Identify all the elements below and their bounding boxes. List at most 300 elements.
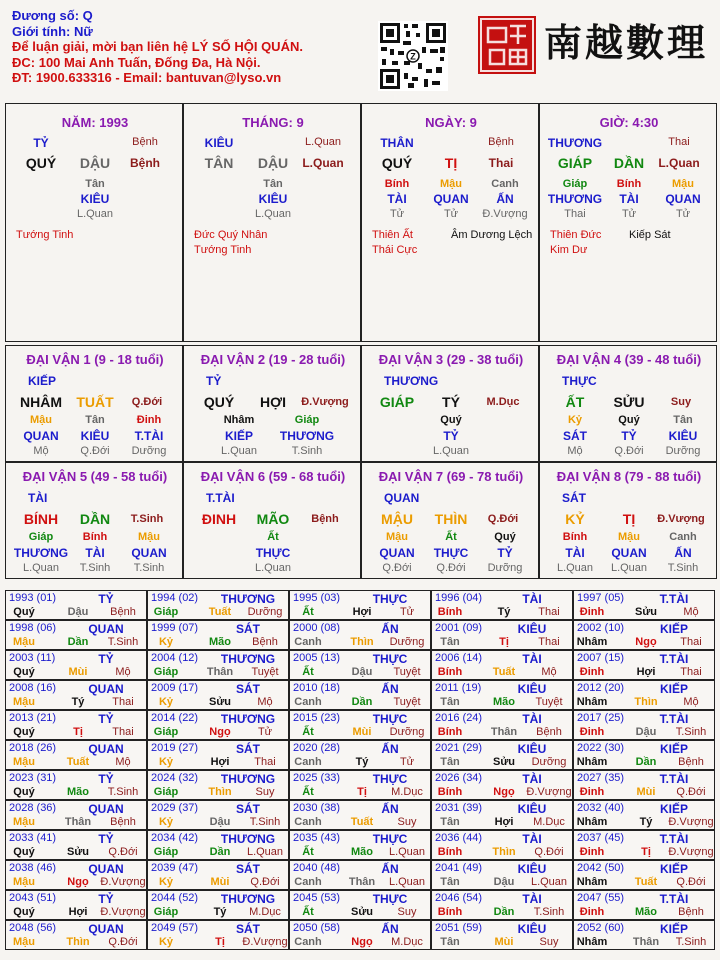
year-life-state: Bệnh bbox=[678, 756, 704, 768]
hidden-stem: Bính bbox=[616, 178, 642, 190]
year-life-state: Suy bbox=[397, 906, 417, 918]
year-branch: Dần bbox=[351, 696, 373, 708]
year-branch: Mùi bbox=[494, 936, 514, 948]
year-cell bbox=[147, 740, 289, 770]
year-stem: Canh bbox=[294, 936, 322, 948]
luck-hidden-ten-god: TÀI bbox=[85, 546, 105, 560]
year-label: 2009 (17) bbox=[151, 682, 199, 694]
year-branch: Hợi bbox=[352, 606, 372, 618]
luck-hidden-ten-god: TỶ bbox=[497, 546, 513, 560]
gender: Giới tính: Nữ bbox=[12, 23, 93, 39]
luck-stem: QUÝ bbox=[203, 394, 235, 410]
year-stem: Đinh bbox=[579, 726, 605, 738]
year-label: 2052 (60) bbox=[577, 922, 625, 934]
year-stem: Giáp bbox=[153, 726, 179, 738]
year-branch: Thân bbox=[348, 876, 376, 888]
year-life-state: Suy bbox=[255, 786, 275, 798]
pillar-branch: DẬU bbox=[257, 155, 289, 171]
year-label: 2050 (58) bbox=[293, 922, 341, 934]
year-cell bbox=[573, 650, 715, 680]
year-stem: Đinh bbox=[579, 606, 605, 618]
luck-ten-god: TỶ bbox=[206, 374, 222, 388]
luck-hidden-stem: Ất bbox=[445, 531, 457, 543]
luck-hidden-ten-god: QUAN bbox=[23, 429, 59, 443]
hidden-ten-god: ẤN bbox=[496, 192, 514, 206]
year-branch: Tị bbox=[357, 786, 367, 798]
luck-hidden-state: T.Sinh bbox=[79, 562, 111, 574]
year-life-state: T.Sinh bbox=[107, 636, 139, 648]
luck-hidden-state: Mộ bbox=[33, 445, 49, 457]
year-cell bbox=[147, 590, 289, 620]
luck-hidden-state: Dưỡng bbox=[487, 562, 523, 574]
year-label: 2043 (51) bbox=[9, 892, 57, 904]
luck-hidden-ten-god: THỰC bbox=[433, 546, 469, 560]
year-stem: Canh bbox=[294, 636, 322, 648]
year-branch: Mão bbox=[351, 846, 373, 858]
hidden-life-state: Tử bbox=[443, 208, 459, 220]
year-label: 2022 (30) bbox=[577, 742, 625, 754]
year-ten-god: T.TÀI bbox=[659, 652, 689, 666]
year-ten-god: THỰC bbox=[372, 712, 408, 726]
year-ten-god: ẤN bbox=[381, 622, 399, 636]
luck-pillar-box bbox=[361, 462, 539, 579]
luck-branch: DẦN bbox=[79, 511, 111, 527]
year-ten-god: SÁT bbox=[236, 862, 260, 876]
year-stem: Nhâm bbox=[576, 816, 608, 828]
luck-title: ĐẠI VẬN 7 (69 - 78 tuổi) bbox=[378, 469, 524, 484]
year-ten-god: TÀI bbox=[522, 772, 542, 786]
year-life-state: Mộ bbox=[257, 696, 273, 708]
year-cell bbox=[573, 770, 715, 800]
hidden-ten-god: KIÊU bbox=[258, 192, 288, 206]
luck-hidden-state: L.Quan bbox=[254, 562, 292, 574]
year-cell bbox=[147, 620, 289, 650]
contact-line: Để luận giải, mời bạn liên hệ LÝ SỐ HỘI QUÁN. bbox=[12, 39, 303, 54]
luck-stem: ẤT bbox=[565, 394, 585, 410]
luck-hidden-stem: Mậu bbox=[30, 414, 52, 426]
year-cell bbox=[147, 800, 289, 830]
luck-hidden-stem: Mậu bbox=[618, 531, 640, 543]
year-label: 1993 (01) bbox=[9, 592, 57, 604]
year-ten-god: SÁT bbox=[236, 742, 260, 756]
year-cell bbox=[431, 710, 573, 740]
luck-hidden-stem: Nhâm bbox=[223, 414, 255, 426]
year-branch: Thìn bbox=[350, 636, 374, 648]
year-ten-god: THỰC bbox=[372, 772, 408, 786]
year-label: 2027 (35) bbox=[577, 772, 625, 784]
year-branch: Tý bbox=[355, 756, 369, 768]
year-life-state: Tuyệt bbox=[393, 666, 421, 678]
year-cell bbox=[431, 860, 573, 890]
svg-text:Z: Z bbox=[410, 51, 416, 62]
year-stem: Đinh bbox=[579, 846, 605, 858]
year-branch: Dậu bbox=[209, 816, 231, 828]
luck-hidden-stem: Tân bbox=[85, 414, 105, 426]
year-life-state: Thai bbox=[112, 726, 134, 738]
year-branch: Thân bbox=[632, 936, 660, 948]
year-stem: Nhâm bbox=[576, 636, 608, 648]
year-life-state: Đ.Vượng bbox=[668, 816, 714, 828]
pillar-box bbox=[361, 103, 539, 342]
pillar-stem: QUÝ bbox=[381, 155, 413, 171]
logo-text: 南越數理 bbox=[544, 20, 709, 65]
luck-hidden-ten-god: TỶ bbox=[621, 429, 637, 443]
year-stem: Đinh bbox=[579, 666, 605, 678]
year-cell bbox=[431, 800, 573, 830]
year-stem: Kỷ bbox=[158, 936, 174, 948]
year-cell bbox=[431, 830, 573, 860]
pillar-life-state: L.Quan bbox=[658, 156, 700, 170]
year-stem: Quý bbox=[13, 786, 35, 798]
year-stem: Canh bbox=[294, 876, 322, 888]
year-ten-god: KIÊU bbox=[517, 742, 547, 756]
year-cell bbox=[5, 890, 147, 920]
hidden-stem: Mậu bbox=[440, 178, 462, 190]
luck-life-state: Đ.Vượng bbox=[301, 396, 349, 408]
year-stem: Kỷ bbox=[158, 636, 174, 648]
year-life-state: Thai bbox=[538, 636, 560, 648]
year-label: 2021 (29) bbox=[435, 742, 483, 754]
luck-hidden-state: Q.Đới bbox=[436, 562, 466, 574]
year-stem: Quý bbox=[13, 606, 35, 618]
year-ten-god: THƯƠNG bbox=[220, 712, 276, 726]
year-life-state: Q.Đới bbox=[676, 876, 706, 888]
year-stem: Nhâm bbox=[576, 696, 608, 708]
year-life-state: Dưỡng bbox=[389, 636, 425, 648]
hidden-stem: Mậu bbox=[672, 178, 694, 190]
pillar-top-state: Bệnh bbox=[488, 136, 514, 148]
year-life-state: Tử bbox=[399, 606, 415, 618]
year-label: 2029 (37) bbox=[151, 802, 199, 814]
year-cell bbox=[431, 740, 573, 770]
luck-hidden-stem: Giáp bbox=[28, 531, 54, 543]
luck-hidden-state: L.Quan bbox=[610, 562, 648, 574]
year-label: 2033 (41) bbox=[9, 832, 57, 844]
year-ten-god: TỶ bbox=[98, 832, 114, 846]
year-branch: Tị bbox=[215, 936, 225, 948]
year-ten-god: KIẾP bbox=[659, 922, 689, 936]
luck-ten-god: SÁT bbox=[562, 491, 586, 505]
year-cell bbox=[5, 590, 147, 620]
year-ten-god: TÀI bbox=[522, 712, 542, 726]
year-label: 2014 (22) bbox=[151, 712, 199, 724]
year-cell bbox=[5, 620, 147, 650]
year-ten-god: THỰC bbox=[372, 832, 408, 846]
luck-life-state: Q.Đới bbox=[487, 513, 519, 525]
year-branch: Tý bbox=[71, 696, 85, 708]
luck-stem: ĐINH bbox=[201, 511, 237, 527]
year-branch: Ngọ bbox=[67, 876, 89, 888]
year-label: 1997 (05) bbox=[577, 592, 625, 604]
year-label: 2042 (50) bbox=[577, 862, 625, 874]
luck-hidden-ten-god: TỶ bbox=[443, 429, 459, 443]
year-branch: Hợi bbox=[636, 666, 656, 678]
year-stem: Quý bbox=[13, 846, 35, 858]
year-stem: Ất bbox=[302, 906, 314, 918]
year-stem: Giáp bbox=[153, 606, 179, 618]
year-life-state: M.Dục bbox=[391, 936, 423, 948]
luck-pillar-box bbox=[5, 462, 183, 579]
year-life-state: Thai bbox=[538, 606, 560, 618]
year-cell bbox=[147, 860, 289, 890]
year-life-state: Mộ bbox=[541, 666, 557, 678]
year-cell bbox=[573, 740, 715, 770]
year-life-state: Tử bbox=[257, 726, 273, 738]
year-ten-god: TỶ bbox=[98, 772, 114, 786]
year-branch: Dậu bbox=[67, 606, 89, 618]
luck-hidden-state: Mộ bbox=[567, 445, 583, 457]
year-cell bbox=[147, 680, 289, 710]
year-branch: Tị bbox=[499, 636, 509, 648]
luck-branch: MÃO bbox=[256, 511, 290, 527]
year-label: 2004 (12) bbox=[151, 652, 199, 664]
pillar-title: NĂM: 1993 bbox=[61, 115, 129, 130]
pillar-ten-god: THƯƠNG bbox=[547, 136, 603, 150]
year-label: 2007 (15) bbox=[577, 652, 625, 664]
year-life-state: Bệnh bbox=[110, 606, 136, 618]
year-branch: Tý bbox=[213, 906, 227, 918]
luck-stem: KỶ bbox=[565, 511, 585, 527]
year-cell bbox=[289, 650, 431, 680]
year-label: 1996 (04) bbox=[435, 592, 483, 604]
year-label: 2028 (36) bbox=[9, 802, 57, 814]
year-branch: Dậu bbox=[493, 876, 515, 888]
year-cell bbox=[431, 680, 573, 710]
luck-hidden-state: L.Quan bbox=[220, 445, 258, 457]
luck-ten-god: KIẾP bbox=[28, 374, 57, 388]
year-life-state: Đ.Vượng bbox=[100, 906, 146, 918]
year-label: 2047 (55) bbox=[577, 892, 625, 904]
hidden-life-state: Tử bbox=[389, 208, 405, 220]
luck-pillar-box bbox=[539, 462, 717, 579]
year-stem: Tân bbox=[440, 816, 460, 828]
year-label: 2035 (43) bbox=[293, 832, 341, 844]
year-cell bbox=[431, 620, 573, 650]
year-life-state: Thai bbox=[680, 666, 702, 678]
year-branch: Tị bbox=[641, 846, 651, 858]
hidden-stem: Tân bbox=[263, 178, 283, 190]
year-cell bbox=[431, 770, 573, 800]
year-label: 2005 (13) bbox=[293, 652, 341, 664]
year-branch: Mùi bbox=[352, 726, 372, 738]
year-stem: Bính bbox=[437, 606, 463, 618]
pillar-branch: DẦN bbox=[613, 155, 645, 171]
pillar-top-state: Bệnh bbox=[132, 136, 158, 148]
year-stem: Kỷ bbox=[158, 756, 174, 768]
year-label: 2008 (16) bbox=[9, 682, 57, 694]
year-cell bbox=[573, 920, 715, 950]
year-life-state: Thai bbox=[112, 696, 134, 708]
year-ten-god: T.TÀI bbox=[659, 832, 689, 846]
luck-hidden-stem: Bính bbox=[82, 531, 108, 543]
luck-branch: TÝ bbox=[442, 394, 460, 410]
year-cell bbox=[573, 830, 715, 860]
year-branch: Sửu bbox=[634, 606, 658, 618]
year-branch: Dậu bbox=[351, 666, 373, 678]
year-ten-god: KIÊU bbox=[517, 922, 547, 936]
year-ten-god: TỶ bbox=[98, 652, 114, 666]
year-stem: Giáp bbox=[153, 906, 179, 918]
year-life-state: Dưỡng bbox=[389, 726, 425, 738]
year-branch: Tý bbox=[639, 816, 653, 828]
luck-hidden-stem: Canh bbox=[669, 531, 697, 543]
owner-name: Đương số: Q bbox=[12, 8, 93, 23]
year-ten-god: SÁT bbox=[236, 802, 260, 816]
pillar-branch: TỊ bbox=[444, 155, 458, 171]
luck-stem: GIÁP bbox=[379, 394, 415, 410]
luck-branch: HỢI bbox=[260, 394, 286, 410]
luck-life-state: T.Sinh bbox=[130, 513, 164, 525]
seal-icon bbox=[478, 16, 536, 74]
year-label: 2010 (18) bbox=[293, 682, 341, 694]
year-label: 1994 (02) bbox=[151, 592, 199, 604]
hidden-life-state: L.Quan bbox=[76, 208, 114, 220]
luck-hidden-state: T.Sinh bbox=[291, 445, 323, 457]
pillar-top-state: L.Quan bbox=[304, 136, 342, 148]
year-branch: Dần bbox=[493, 906, 515, 918]
year-stem: Nhâm bbox=[576, 936, 608, 948]
year-label: 2013 (21) bbox=[9, 712, 57, 724]
luck-ten-god: TÀI bbox=[28, 491, 48, 505]
year-life-state: Bệnh bbox=[110, 816, 136, 828]
year-stem: Ất bbox=[302, 606, 314, 618]
year-stem: Quý bbox=[13, 726, 35, 738]
year-ten-god: THỰC bbox=[372, 652, 408, 666]
hidden-ten-god: QUAN bbox=[665, 192, 701, 206]
year-branch: Mão bbox=[67, 786, 89, 798]
year-branch: Dần bbox=[67, 636, 89, 648]
luck-hidden-stem: Đinh bbox=[136, 414, 162, 426]
year-ten-god: ẤN bbox=[381, 862, 399, 876]
year-life-state: Dưỡng bbox=[247, 606, 283, 618]
header-info bbox=[12, 8, 303, 86]
year-life-state: Bệnh bbox=[678, 906, 704, 918]
year-branch: Hợi bbox=[210, 756, 230, 768]
year-cell bbox=[5, 710, 147, 740]
luck-ten-god: T.TÀI bbox=[206, 491, 235, 505]
pillar-box bbox=[183, 103, 361, 342]
year-stem: Bính bbox=[437, 786, 463, 798]
pillar-stem: GIÁP bbox=[557, 155, 593, 171]
year-ten-god: ẤN bbox=[381, 802, 399, 816]
star-label: Kiếp Sát bbox=[629, 229, 671, 241]
luck-hidden-stem: Ất bbox=[267, 531, 279, 543]
pillar-box bbox=[539, 103, 717, 342]
year-label: 2038 (46) bbox=[9, 862, 57, 874]
star-label: Kim Dư bbox=[550, 244, 588, 256]
year-cell bbox=[147, 920, 289, 950]
year-branch: Tuất bbox=[66, 756, 90, 768]
year-ten-god: KIẾP bbox=[659, 802, 689, 816]
year-cell bbox=[289, 920, 431, 950]
hidden-stem: Canh bbox=[491, 178, 519, 190]
star-label: Thái Cực bbox=[372, 244, 418, 256]
luck-hidden-stem: Quý bbox=[440, 414, 462, 426]
luck-hidden-ten-god: THƯƠNG bbox=[13, 546, 69, 560]
year-life-state: Dưỡng bbox=[531, 756, 567, 768]
year-ten-god: THƯƠNG bbox=[220, 772, 276, 786]
luck-hidden-state: Dưỡng bbox=[665, 445, 701, 457]
year-cell bbox=[5, 650, 147, 680]
year-ten-god: T.TÀI bbox=[659, 772, 689, 786]
year-stem: Mậu bbox=[13, 696, 35, 708]
year-label: 2024 (32) bbox=[151, 772, 199, 784]
year-stem: Quý bbox=[13, 906, 35, 918]
year-stem: Giáp bbox=[153, 666, 179, 678]
year-label: 2002 (10) bbox=[577, 622, 625, 634]
year-ten-god: TÀI bbox=[522, 652, 542, 666]
year-ten-god: TỶ bbox=[98, 892, 114, 906]
year-label: 2048 (56) bbox=[9, 922, 57, 934]
year-life-state: Q.Đới bbox=[534, 846, 564, 858]
year-label: 2015 (23) bbox=[293, 712, 341, 724]
year-cell bbox=[431, 920, 573, 950]
year-label: 2016 (24) bbox=[435, 712, 483, 724]
luck-branch: SỬU bbox=[613, 394, 645, 410]
year-ten-god: KIẾP bbox=[659, 622, 689, 636]
luck-hidden-state: T.Sinh bbox=[133, 562, 165, 574]
year-stem: Tân bbox=[440, 876, 460, 888]
year-ten-god: T.TÀI bbox=[659, 892, 689, 906]
year-life-state: Đ.Vượng bbox=[526, 786, 572, 798]
year-life-state: Mộ bbox=[115, 756, 131, 768]
year-cell bbox=[289, 890, 431, 920]
luck-hidden-stem: Bính bbox=[562, 531, 588, 543]
year-branch: Dần bbox=[209, 846, 231, 858]
year-ten-god: QUAN bbox=[88, 922, 124, 936]
year-cell bbox=[147, 830, 289, 860]
year-stem: Ất bbox=[302, 786, 314, 798]
year-ten-god: QUAN bbox=[88, 802, 124, 816]
year-branch: Mão bbox=[635, 906, 657, 918]
luck-title: ĐẠI VẬN 5 (49 - 58 tuổi) bbox=[22, 469, 168, 484]
year-label: 2006 (14) bbox=[435, 652, 483, 664]
year-stem: Đinh bbox=[579, 786, 605, 798]
year-stem: Bính bbox=[437, 666, 463, 678]
luck-hidden-state: Q.Đới bbox=[80, 445, 110, 457]
year-ten-god: THƯƠNG bbox=[220, 892, 276, 906]
year-ten-god: SÁT bbox=[236, 622, 260, 636]
year-cell bbox=[573, 710, 715, 740]
luck-title: ĐẠI VẬN 4 (39 - 48 tuổi) bbox=[556, 352, 702, 367]
year-ten-god: KIẾP bbox=[659, 742, 689, 756]
year-life-state: Bệnh bbox=[536, 726, 562, 738]
year-ten-god: THƯƠNG bbox=[220, 652, 276, 666]
luck-hidden-state: L.Quan bbox=[556, 562, 594, 574]
year-label: 2051 (59) bbox=[435, 922, 483, 934]
hidden-ten-god: TÀI bbox=[619, 192, 639, 206]
year-label: 2023 (31) bbox=[9, 772, 57, 784]
year-label: 2037 (45) bbox=[577, 832, 625, 844]
luck-branch: THÌN bbox=[434, 511, 468, 527]
year-label: 2001 (09) bbox=[435, 622, 483, 634]
luck-hidden-stem: Kỷ bbox=[567, 414, 583, 426]
luck-hidden-state: Q.Đới bbox=[382, 562, 412, 574]
year-cell bbox=[431, 590, 573, 620]
year-life-state: Tuyệt bbox=[535, 696, 563, 708]
year-life-state: Thai bbox=[254, 756, 276, 768]
year-branch: Hợi bbox=[494, 816, 514, 828]
year-label: 2003 (11) bbox=[9, 652, 56, 664]
year-stem: Bính bbox=[437, 846, 463, 858]
year-cell bbox=[147, 890, 289, 920]
year-stem: Nhâm bbox=[576, 876, 608, 888]
star-label: Đức Quý Nhân bbox=[194, 229, 268, 241]
luck-hidden-ten-god: KIẾP bbox=[224, 429, 254, 443]
year-label: 1999 (07) bbox=[151, 622, 199, 634]
year-stem: Nhâm bbox=[576, 756, 608, 768]
year-label: 2017 (25) bbox=[577, 712, 625, 724]
